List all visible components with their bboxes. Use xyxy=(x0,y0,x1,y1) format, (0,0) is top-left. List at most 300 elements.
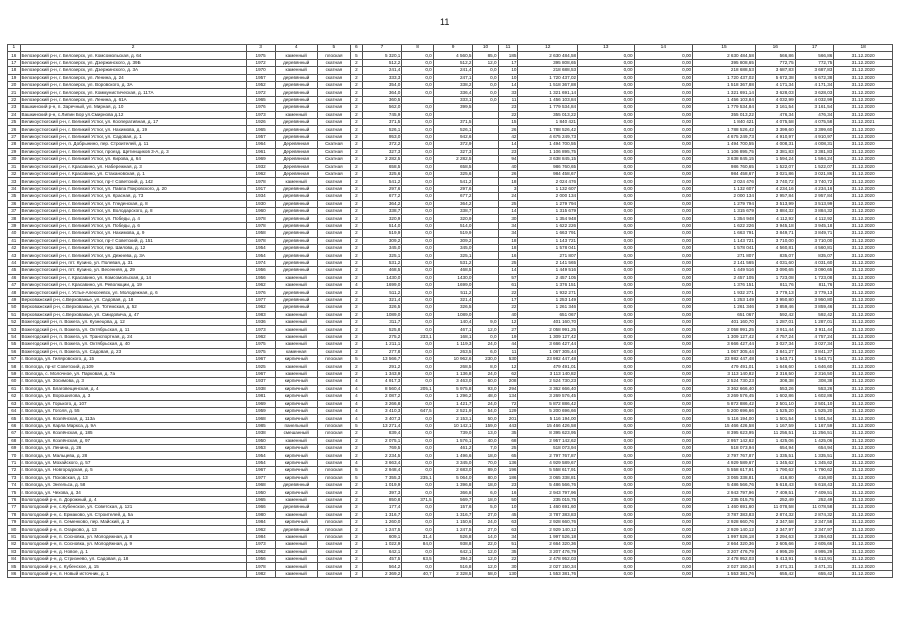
table-cell: 2 xyxy=(351,481,363,488)
table-cell: 1 279 794 xyxy=(518,200,578,207)
table-cell: г. Вологда, ул. Новгородская, д. 5 xyxy=(20,467,246,474)
table-cell: 34 xyxy=(498,230,518,237)
table-cell: 31.12.2020 xyxy=(834,200,893,207)
table-cell: 4 xyxy=(351,459,363,466)
table-cell: каменный xyxy=(275,111,317,118)
table-cell: 326,5 xyxy=(433,304,473,311)
table-cell: 1937 xyxy=(246,378,275,385)
table-cell: 0,0 xyxy=(473,82,498,89)
table-cell: 0,00 xyxy=(578,89,634,96)
table-cell: 0,00 xyxy=(634,296,693,303)
table-cell: 1 132 607 xyxy=(693,185,756,192)
table-cell: скатная xyxy=(317,570,350,577)
table-cell: деревянный xyxy=(275,526,317,533)
table-cell: 1961 xyxy=(246,148,275,155)
column-header: 14 xyxy=(634,45,693,52)
table-cell: 3 269 576,45 xyxy=(693,393,756,400)
table-cell: 0,0 xyxy=(402,89,433,96)
table-cell: 0,00 xyxy=(634,96,693,103)
table-cell: скатная xyxy=(317,437,350,444)
table-cell: кирпичный xyxy=(275,489,317,496)
table-cell: 93,0 xyxy=(473,385,498,392)
table-cell: 31.12.2020 xyxy=(834,237,893,244)
page-number: 11 xyxy=(440,17,450,27)
table-cell: скатная xyxy=(317,274,350,281)
table-cell: 0,0 xyxy=(402,119,433,126)
table-cell: 0,00 xyxy=(578,356,634,363)
table-cell: 2 928 660,76 xyxy=(693,519,756,526)
table-cell: 54 xyxy=(8,333,21,340)
table-cell: 2 xyxy=(351,215,363,222)
table-cell: 0,00 xyxy=(578,393,634,400)
table-cell xyxy=(473,193,498,200)
table-cell: каменный xyxy=(275,178,317,185)
table-cell: 1 518 367,88 xyxy=(518,82,578,89)
table-cell: 1 456 103,84 xyxy=(693,96,756,103)
table-cell: 1973 xyxy=(246,326,275,333)
table-cell: 3 638 845,15 xyxy=(518,156,578,163)
table-cell: деревянный xyxy=(275,193,317,200)
table-cell: 31.12.2020 xyxy=(834,459,893,466)
table-cell: 31.12.2020 xyxy=(834,52,893,59)
table-cell: 953,0 xyxy=(362,133,402,140)
table-cell: 0,00 xyxy=(578,141,634,148)
table-cell: 185 xyxy=(498,52,518,59)
table-cell: 1977 xyxy=(246,296,275,303)
table-cell: 57 xyxy=(8,356,21,363)
table-cell: 31.12.2020 xyxy=(834,556,893,563)
table-cell: 1985 xyxy=(246,422,275,429)
table-cell: 10 962,6 xyxy=(433,356,473,363)
table-cell: 31.12.2020 xyxy=(834,333,893,340)
table-cell: 31.12.2020 xyxy=(834,141,893,148)
table-cell: 1 779 534,84 xyxy=(693,104,756,111)
table-cell: 50 xyxy=(8,304,21,311)
table-cell: 1 840 421 xyxy=(693,119,756,126)
column-header: 11 xyxy=(498,45,518,52)
table-cell: 0,00 xyxy=(634,282,693,289)
table-cell: 1966 xyxy=(246,504,275,511)
table-cell: 43 xyxy=(8,252,21,259)
table-cell: 1954 xyxy=(246,252,275,259)
table-cell: деревянный xyxy=(275,133,317,140)
table-cell: 1 522,07 xyxy=(755,163,795,170)
table-cell: 984 458,67 xyxy=(518,170,578,177)
table-cell: 0,00 xyxy=(578,407,634,414)
table-cell: 609,1 xyxy=(362,533,402,540)
table-cell: 479 491,01 xyxy=(693,363,756,370)
table-cell: 0,00 xyxy=(634,430,693,437)
table-cell: 24 xyxy=(8,111,21,118)
table-cell: 0,0 xyxy=(473,89,498,96)
table-cell: 0,00 xyxy=(634,163,693,170)
table-cell: 31.12.2020 xyxy=(834,289,893,296)
table-row xyxy=(8,296,893,303)
table-cell: скатная xyxy=(317,489,350,496)
table-cell xyxy=(473,126,498,133)
table-cell: 82 xyxy=(8,541,21,548)
table-cell: 31.12.2020 xyxy=(834,185,893,192)
table-cell: 1972 xyxy=(246,59,275,66)
table-cell: Белозерский р-н, г. Белозерск, ул. Ленина, д. 61А xyxy=(20,96,246,103)
table-cell: 0,00 xyxy=(578,526,634,533)
table-cell: 519,9 xyxy=(433,230,473,237)
table-cell: 0,00 xyxy=(634,178,693,185)
table-cell: 13 271,4 xyxy=(362,422,402,429)
table-cell: 14 xyxy=(498,141,518,148)
table-cell: 0,00 xyxy=(634,200,693,207)
table-row xyxy=(8,437,893,444)
table-cell: 13,0 xyxy=(473,430,498,437)
table-cell: 647,5 xyxy=(402,407,433,414)
table-cell: 0,00 xyxy=(578,363,634,370)
table-cell: 16 xyxy=(498,252,518,259)
table-cell: 18 xyxy=(498,244,518,251)
table-cell: 16 xyxy=(8,52,21,59)
table-cell: каменный xyxy=(275,363,317,370)
table-cell: 218 688,53 xyxy=(693,67,756,74)
column-header: 6 xyxy=(351,45,363,52)
table-cell: 0,00 xyxy=(634,378,693,385)
table-cell: 677,2 xyxy=(433,193,473,200)
table-cell: 60 xyxy=(8,378,21,385)
table-cell: 0,0 xyxy=(402,467,433,474)
table-cell: 39 xyxy=(8,222,21,229)
table-cell: 31.12.2020 xyxy=(834,148,893,155)
table-cell: 2 457 105 xyxy=(693,274,756,281)
table-cell: 986 760,65 xyxy=(518,163,578,170)
table-cell: 0,0 xyxy=(402,207,433,214)
table-cell: 1 261 346 xyxy=(693,304,756,311)
table-cell: 5 558 617,91 xyxy=(518,467,578,474)
table-cell: 0,00 xyxy=(578,148,634,155)
table-cell: 1 779 534,84 xyxy=(518,104,578,111)
table-cell: Белозерский р-н, г. Белозерск, ул. Комсомольская, д. 64 xyxy=(20,52,246,59)
table-cell: 9,0 xyxy=(473,319,498,326)
table-cell: 3 787 383,83 xyxy=(518,511,578,518)
table-cell: 0,0 xyxy=(402,519,433,526)
table-cell: 0,00 xyxy=(578,230,634,237)
table-cell: 15 xyxy=(498,119,518,126)
table-cell: 1 425,06 xyxy=(795,437,834,444)
table-cell: 58,0 xyxy=(473,570,498,577)
table-cell: скатная xyxy=(317,230,350,237)
table-cell: 2 524 730,23 xyxy=(693,378,756,385)
table-cell: 1 279 794 xyxy=(693,200,756,207)
table-cell: 2 874,32 xyxy=(755,511,795,518)
table-cell: 2 xyxy=(351,119,363,126)
table-cell: 68 xyxy=(8,437,21,444)
table-cell: 31.12.2020 xyxy=(834,489,893,496)
table-row xyxy=(8,252,893,259)
table-cell: 59 xyxy=(8,370,21,377)
table-cell: 0,00 xyxy=(578,489,634,496)
table-cell xyxy=(473,252,498,259)
table-cell: 0,00 xyxy=(634,533,693,540)
table-cell: Вологодский р-н, с.Кубенское, ул. Советская, д. 121 xyxy=(20,504,246,511)
table-row xyxy=(8,533,893,540)
table-cell: 62 xyxy=(8,393,21,400)
column-header: 17 xyxy=(795,45,834,52)
table-cell: 4 xyxy=(351,415,363,422)
table-cell: 562,0 xyxy=(362,104,402,111)
table-cell: 1 132 607 xyxy=(518,185,578,192)
table-cell: 1 594,24 xyxy=(795,156,834,163)
table-cell: деревянный xyxy=(275,267,317,274)
table-row xyxy=(8,452,893,459)
table-cell: 1 321 691,14 xyxy=(693,89,756,96)
table-cell: 31.12.2020 xyxy=(834,341,893,348)
table-cell: деревянный xyxy=(275,185,317,192)
table-cell: Великоустюгский р-н, г. Великий Устюг, ул. Садовая, д. 1 xyxy=(20,133,246,140)
table-cell: 0,00 xyxy=(578,533,634,540)
table-cell: 14 xyxy=(498,207,518,214)
table-cell: 2 943 797,96 xyxy=(693,489,756,496)
table-cell: г. Вологда, ул. Псковская, д. 13 xyxy=(20,474,246,481)
table-cell: 31.12.2020 xyxy=(834,193,893,200)
table-cell: 2 xyxy=(351,326,363,333)
table-cell: 252,49 xyxy=(795,496,834,503)
table-cell: 0,0 xyxy=(402,163,433,170)
table-cell: 476,34 xyxy=(755,111,795,118)
table-cell: 2 xyxy=(351,333,363,340)
table-cell: 31.12.2020 xyxy=(834,385,893,392)
table-cell: 40,7 xyxy=(402,570,433,577)
table-cell: Вожегодский р-н, п. Вожега, ул. Октябрьская, д. 11 xyxy=(20,326,246,333)
table-cell: 2 282,5 xyxy=(433,156,473,163)
table-cell: 65 xyxy=(498,452,518,459)
table-cell: 1 720 437,02 xyxy=(693,74,756,81)
table-row xyxy=(8,259,893,266)
table-cell: 0,0 xyxy=(402,289,433,296)
table-cell: 31.12.2020 xyxy=(834,533,893,540)
table-cell: 1 932 271 xyxy=(518,289,578,296)
table-cell: 1981 xyxy=(246,393,275,400)
table-cell: скатная xyxy=(317,548,350,555)
table-cell: 531,2 xyxy=(433,259,473,266)
table-cell: 1972 xyxy=(246,89,275,96)
table-cell: 325,6 xyxy=(433,170,473,177)
table-cell: 308,38 xyxy=(795,378,834,385)
table-cell: 27 xyxy=(8,133,21,140)
table-cell: 2 141 565 xyxy=(518,259,578,266)
table-cell: 2 xyxy=(351,200,363,207)
table-cell: 31.12.2020 xyxy=(834,378,893,385)
table-cell: 241,4 xyxy=(362,67,402,74)
table-cell: Деревянная xyxy=(275,163,317,170)
table-row xyxy=(8,230,893,237)
table-cell: 416,80 xyxy=(795,474,834,481)
table-cell: 325,1 xyxy=(433,252,473,259)
table-cell: 0,00 xyxy=(578,185,634,192)
table-cell: 0,0 xyxy=(402,282,433,289)
table-cell: 3 779,13 xyxy=(755,289,795,296)
table-cell: 1 646,60 xyxy=(795,363,834,370)
table-cell: 1 253 149 xyxy=(518,296,578,303)
column-header: 9 xyxy=(433,45,473,52)
table-cell: 1 494 700,55 xyxy=(518,141,578,148)
table-cell: 2 316,50 xyxy=(795,370,834,377)
table-cell: 22 xyxy=(8,96,21,103)
table-cell: 46 xyxy=(8,274,21,281)
table-cell: 31.12.2021 xyxy=(834,119,893,126)
table-cell: 3 859,46 xyxy=(795,304,834,311)
table-cell: 5 672,38 xyxy=(755,74,795,81)
table-cell: Великоустюгский р-н, г. Великий Устюг, ул. Павла Покровского, д. 20 xyxy=(20,185,246,192)
table-cell: скатная xyxy=(317,385,350,392)
table-cell: 372,2 xyxy=(362,141,402,148)
table-cell: скатная xyxy=(317,400,350,407)
table-cell: 31.12.2020 xyxy=(834,126,893,133)
table-cell: деревянный xyxy=(275,82,317,89)
table-cell: 24,0 xyxy=(473,400,498,407)
table-cell: 3 410,3 xyxy=(362,407,402,414)
table-cell: 371,5 xyxy=(402,496,433,503)
table-cell: 1974 xyxy=(246,259,275,266)
table-cell: 2 xyxy=(351,96,363,103)
table-cell: деревянный xyxy=(275,481,317,488)
table-cell: скатная xyxy=(317,259,350,266)
table-cell: 31.12.2020 xyxy=(834,511,893,518)
table-cell xyxy=(473,119,498,126)
table-cell: 12 xyxy=(498,319,518,326)
table-cell: 1962 xyxy=(246,304,275,311)
table-cell: кирпичный xyxy=(275,385,317,392)
table-cell: деревянный xyxy=(275,74,317,81)
table-row xyxy=(8,311,893,318)
table-cell: 0,00 xyxy=(578,259,634,266)
table-cell: 7,0 xyxy=(473,444,498,451)
table-cell: 1 345,62 xyxy=(755,459,795,466)
table-cell: 0,0 xyxy=(402,104,433,111)
table-cell: плоская xyxy=(317,52,350,59)
table-cell: 309,2 xyxy=(433,237,473,244)
table-cell: 2 369,2 xyxy=(362,570,402,577)
table-cell: 0,00 xyxy=(578,126,634,133)
table-cell: Вашкинский р-н, п. Заречный, ул. Мирная, д. 10 xyxy=(20,104,246,111)
table-cell: 3 710,00 xyxy=(795,237,834,244)
table-cell: Деревянная xyxy=(275,156,317,163)
table-cell: 1954 xyxy=(246,244,275,251)
table-cell: 4 112,92 xyxy=(755,215,795,222)
table-cell: 2 027 150,34 xyxy=(693,563,756,570)
table-cell: скатная xyxy=(317,67,350,74)
table-cell: 1934 xyxy=(246,193,275,200)
table-cell: 0,0 xyxy=(473,74,498,81)
table-cell: скатная xyxy=(317,415,350,422)
table-cell: 134 xyxy=(498,393,518,400)
table-cell: 0,00 xyxy=(578,511,634,518)
table-cell: 235 015,75 xyxy=(693,496,756,503)
table-cell: 3 463,0 xyxy=(433,378,473,385)
table-cell: 22 xyxy=(498,111,518,118)
table-cell: 85 xyxy=(8,563,21,570)
table-cell xyxy=(473,170,498,177)
table-cell: 10 142,1 xyxy=(433,422,473,429)
table-cell: 23 xyxy=(498,481,518,488)
table-cell: 44 xyxy=(8,259,21,266)
table-cell: 739,0 xyxy=(433,430,473,437)
table-cell: 0,00 xyxy=(634,207,693,214)
table-cell: 12,0 xyxy=(473,59,498,66)
table-cell: 31.12.2020 xyxy=(834,570,893,577)
table-cell: 1950 xyxy=(246,489,275,496)
table-cell: кирпичный xyxy=(275,467,317,474)
table-cell: 0,00 xyxy=(578,556,634,563)
table-cell: 40 xyxy=(498,311,518,318)
table-cell: 0,00 xyxy=(578,244,634,251)
table-cell: каменный xyxy=(275,541,317,548)
table-cell: 2 024 476 xyxy=(518,178,578,185)
table-cell: 233,1 xyxy=(402,333,433,340)
table-cell: 0,00 xyxy=(634,541,693,548)
column-header: 1 xyxy=(8,45,21,52)
table-cell: 772,75 xyxy=(795,59,834,66)
table-cell: 0,0 xyxy=(402,67,433,74)
table-row xyxy=(8,156,893,163)
table-cell: 0,00 xyxy=(634,74,693,81)
table-cell: 2 xyxy=(351,133,363,140)
table-cell: 31.12.2020 xyxy=(834,215,893,222)
table-row xyxy=(8,163,893,170)
table-cell: 839,4 xyxy=(362,430,402,437)
table-cell: 297,6 xyxy=(433,185,473,192)
table-cell: 1967 xyxy=(246,356,275,363)
table-cell: 63 xyxy=(8,400,21,407)
table-cell: 1926 xyxy=(246,119,275,126)
table-cell: 40 xyxy=(8,230,21,237)
table-cell: каменный xyxy=(275,533,317,540)
table-cell: 0,0 xyxy=(402,200,433,207)
table-cell: 22 xyxy=(498,289,518,296)
table-cell: 7 355,3 xyxy=(362,474,402,481)
table-cell: деревянный xyxy=(275,200,317,207)
table-cell: 56 xyxy=(8,348,21,355)
table-cell: 18,0 xyxy=(473,481,498,488)
table-cell: 4 757,24 xyxy=(755,333,795,340)
table-cell: 1965 xyxy=(246,96,275,103)
table-cell: 0,0 xyxy=(402,444,433,451)
table-cell: деревянный xyxy=(275,237,317,244)
table-cell: 3 950,80 xyxy=(795,296,834,303)
header-row xyxy=(8,45,893,52)
table-cell: 2 874,32 xyxy=(795,511,834,518)
table-cell: 1 345,62 xyxy=(795,459,834,466)
table-cell: 1 247,5 xyxy=(362,526,402,533)
table-row xyxy=(8,548,893,555)
table-cell: 2 xyxy=(351,222,363,229)
table-cell: 60,0 xyxy=(473,378,498,385)
table-row xyxy=(8,104,893,111)
table-cell: 11 xyxy=(498,348,518,355)
table-cell: 31.12.2020 xyxy=(834,82,893,89)
table-cell: кирпичный xyxy=(275,452,317,459)
table-cell: 2 xyxy=(351,178,363,185)
table-cell: 0,00 xyxy=(578,289,634,296)
table-cell: 0,0 xyxy=(402,481,433,488)
table-cell: 1 309 127,42 xyxy=(693,333,756,340)
table-cell: 31.12.2020 xyxy=(834,452,893,459)
table-cell: 1973 xyxy=(246,541,275,548)
table-cell: скатная xyxy=(317,304,350,311)
table-cell: 0,00 xyxy=(634,481,693,488)
table-cell: 0,00 xyxy=(634,526,693,533)
table-cell: 327,3 xyxy=(362,148,402,155)
table-cell: 2 xyxy=(351,259,363,266)
table-cell: г. Вологда, ул. Горького, д. 107 xyxy=(20,400,246,407)
table-cell: кирпичный xyxy=(275,378,317,385)
table-cell: Великоустюгский р-н, г. Великий Устюг, пер. Шилова, д. 12 xyxy=(20,244,246,251)
